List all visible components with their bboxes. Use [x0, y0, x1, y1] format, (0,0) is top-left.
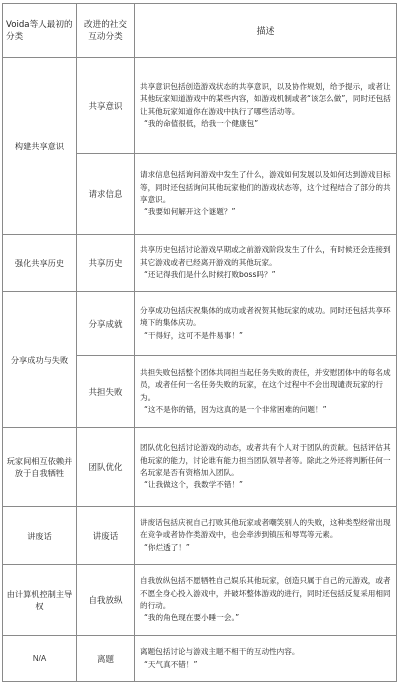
- improved-category: 离题: [77, 636, 135, 682]
- original-category: 强化共享历史: [3, 235, 77, 292]
- improved-category: 自我放纵: [77, 565, 135, 636]
- description-text: 共担失败包括整个团体共同担当起任务失败的责任，并安慰团体中的每名成员，或者任何一名任务失败的玩家，在这个过程中不会出现谴责玩家的行为。: [140, 367, 391, 402]
- improved-category: 共担失败: [77, 356, 135, 428]
- example-quote: “还记得我们是什么时候打败boss吗？”: [144, 270, 276, 280]
- table-row: [3, 235, 397, 292]
- example-quote: “你烂透了！”: [144, 542, 190, 552]
- improved-category: 请求信息: [77, 154, 135, 235]
- original-category: 分享成功与失败: [3, 292, 77, 428]
- description-text: 讲废话包括庆祝自己打败其他玩家或者嘲笑别人的失败，这种类型经常出现在竞争或者协作类游戏中，也会牵涉到镇压和辱骂等元素。: [140, 517, 391, 540]
- table-row: [3, 565, 397, 636]
- description-cell: [135, 58, 397, 154]
- description-text: 共享历史包括讨论游戏早期或之前游戏阶段发生了什么，有时候还会连接到其它游戏或者已经离开游戏的其他玩家。: [140, 245, 391, 267]
- improved-category: 共享意识: [77, 58, 135, 154]
- description-cell: [135, 636, 397, 682]
- example-quote: “干得好，这可不是件易事！”: [144, 330, 243, 340]
- example-quote: “让我做这个，我数学不错！”: [144, 480, 243, 490]
- description-cell: [135, 507, 397, 565]
- example-quote: “我的命值很低，给我一个健康包”: [144, 118, 259, 128]
- description-text: 请求信息包括询问游戏中发生了什么，游戏如何发展以及如何达到游戏目标等，同时还包括询问其他玩家他们的游戏状态等，这个过程结合了部分的共享意识。: [140, 170, 391, 204]
- description-cell: [135, 154, 397, 235]
- description-text: 共享意识包括创造游戏状态的共享意识，以及协作规划，给予提示，或者让其他玩家知道游戏中的某些内容，如游戏机制或者“该怎么做”，同时还包括让其他玩家知道你在游戏中执行了哪些活动等。: [140, 81, 391, 116]
- description-cell: [135, 292, 397, 356]
- description-cell: [135, 428, 397, 507]
- description-cell: [135, 565, 397, 636]
- example-quote: “这不是你的错，因为这真的是一个非常困难的问题！”: [144, 404, 327, 414]
- original-category: 玩家间相互依赖并放于自我牺牲: [3, 428, 77, 507]
- original-category: 构建共享意识: [3, 58, 77, 235]
- description-cell: [135, 235, 397, 292]
- description-cell: [135, 356, 397, 428]
- header-original-category: Voida等人最初的分类: [3, 4, 77, 58]
- improved-category: 团队优化: [77, 428, 135, 507]
- header-improved-category: 改进的社交互动分类: [77, 4, 135, 58]
- original-category: 由计算机控制主导权: [3, 565, 77, 636]
- description-text: 分享成功包括庆祝集体的成功或者祝贺其他玩家的成功。同时还包括共享环境下的集体庆功。: [140, 305, 391, 328]
- improved-category: 共享历史: [77, 235, 135, 292]
- original-category: 讲废话: [3, 507, 77, 565]
- example-quote: “我要如何解开这个谜题？”: [144, 207, 236, 217]
- example-quote: “天气真不错！”: [144, 659, 198, 669]
- improved-category: 分享成就: [77, 292, 135, 356]
- improved-category: 讲废话: [77, 507, 135, 565]
- table-row: [3, 428, 397, 507]
- table-row: [3, 58, 397, 154]
- description-text: 离题包括讨论与游戏主题不相干的互动性内容。: [140, 647, 300, 657]
- table-row: [3, 636, 397, 682]
- description-text: 自我放纵包括不愿牺牲自己娱乐其他玩家，创造只属于自己的元游戏，或者不愿全身心投入游戏中，并破坏整体游戏的进行，同时还包括反复采用相同的行动。: [140, 576, 391, 610]
- table-row: [3, 292, 397, 356]
- table-row: [3, 507, 397, 565]
- social-interaction-table: [2, 3, 397, 682]
- header-description: 描述: [135, 4, 397, 58]
- header-row: [3, 4, 397, 58]
- description-text: 团队优化包括讨论游戏的动态，或者共有个人对于团队的贡献。包括评估其他玩家的能力，讨论谁有能力担当团队领导者等。除此之外还将判断任何一名玩家是否有资格加入团队。: [140, 443, 391, 477]
- example-quote: “我的角色现在要小睡一会。”: [144, 613, 240, 623]
- original-category: N/A: [3, 636, 77, 682]
